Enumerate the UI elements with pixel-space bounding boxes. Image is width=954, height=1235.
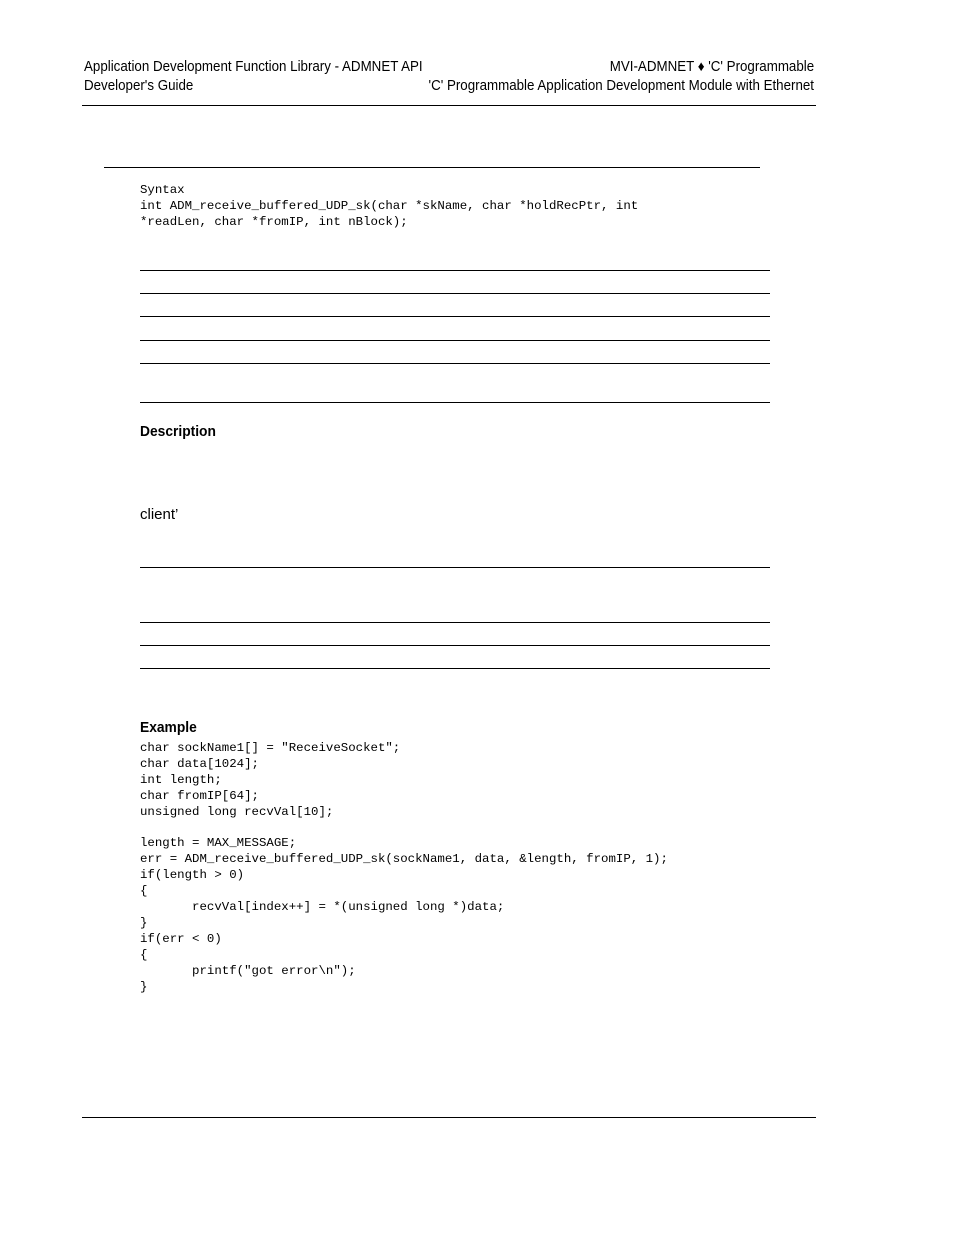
header-product-description: 'C' Programmable Application Development Module with Ethernet xyxy=(428,78,814,94)
header-product-name: MVI-ADMNET ♦ 'C' Programmable xyxy=(609,59,814,75)
example-code-line: char sockName1[] = "ReceiveSocket"; xyxy=(140,741,401,755)
return-table-rule xyxy=(140,567,770,568)
description-heading: Description xyxy=(140,423,216,440)
example-code-line: err = ADM_receive_buffered_UDP_sk(sockName1, data, &length, fromIP, 1); xyxy=(140,852,668,867)
example-code-line: unsigned long recvVal[10]; xyxy=(140,804,334,819)
syntax-line-1: int ADM_receive_buffered_UDP_sk(char *skName, char *holdRecPtr, int xyxy=(140,198,639,213)
header-guide-title: Developer's Guide xyxy=(84,78,194,94)
example-code-line: if(length > 0) xyxy=(140,868,245,883)
example-code-line: { xyxy=(140,947,148,962)
return-table-rule xyxy=(140,668,770,669)
example-code-line: char fromIP[64]; xyxy=(140,788,259,803)
footer-rule xyxy=(82,1117,816,1118)
return-table-rule xyxy=(140,622,770,623)
description-text-fragment: client’ xyxy=(140,506,179,523)
example-heading: Example xyxy=(140,719,197,736)
example-code-line: length = MAX_MESSAGE; xyxy=(140,836,297,851)
header-rule xyxy=(82,105,816,106)
function-title-rule xyxy=(104,167,760,168)
return-table-rule xyxy=(140,645,770,646)
example-code-line: recvVal[index++] = *(unsigned long *)data; xyxy=(140,900,505,915)
syntax-line-2: *readLen, char *fromIP, int nBlock); xyxy=(140,214,408,229)
syntax-block xyxy=(140,183,638,231)
example-code-line: int length; xyxy=(140,772,222,787)
example-code-line: } xyxy=(140,979,148,994)
parameter-table-rule xyxy=(140,340,770,341)
example-code-line: if(err < 0) xyxy=(140,931,222,946)
example-code-line: { xyxy=(140,884,148,899)
example-code-block xyxy=(140,741,668,996)
example-code-line: char data[1024]; xyxy=(140,756,259,771)
parameter-table-rule xyxy=(140,293,770,294)
parameter-table-rule xyxy=(140,270,770,271)
example-code-line: } xyxy=(140,915,148,930)
parameter-table-rule xyxy=(140,363,770,364)
parameter-table-rule xyxy=(140,316,770,317)
header-document-title: Application Development Function Library - ADMNET API xyxy=(84,59,423,75)
parameter-table-rule xyxy=(140,402,770,403)
syntax-label: Syntax xyxy=(140,183,185,197)
example-code-line: printf("got error\n"); xyxy=(140,963,356,978)
